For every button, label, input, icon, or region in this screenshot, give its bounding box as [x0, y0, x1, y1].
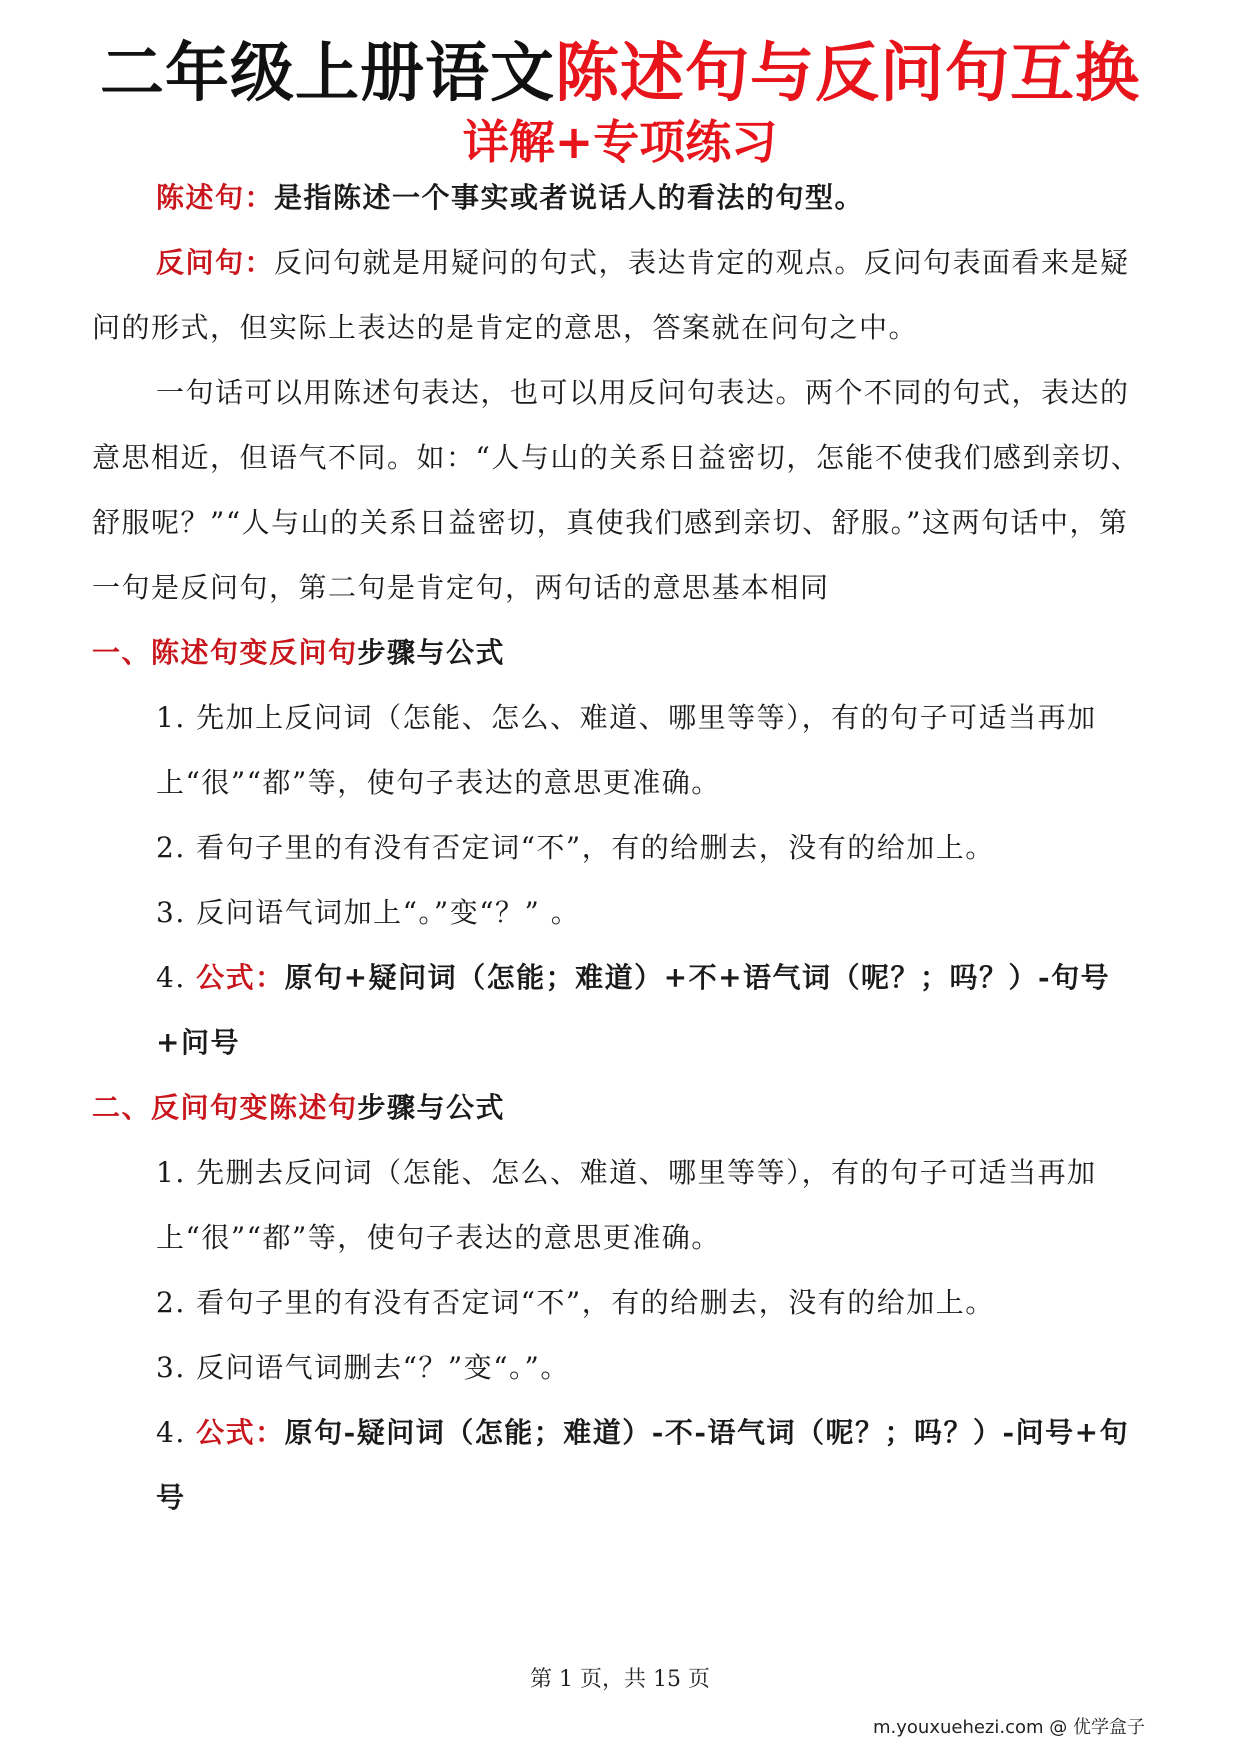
formula-text: 原句+疑问词（怎能；难道）+不+语气词（呢？；吗？）-句号+问号: [156, 961, 1111, 1059]
intro-paragraph: 一句话可以用陈述句表达，也可以用反问句表达。两个不同的句式，表达的意思相近，但语气不同。如：“人与山的关系日益密切，怎能不使我们感到亲切、舒服呢？”“人与山的关系日益密切，真使我们感到亲切、舒服。”这两句话中，第一句是反问句，第二句是肯定句，两句话的意思基本相同: [92, 376, 1141, 604]
definition-rhetorical: [92, 230, 1152, 360]
page-subtitle: 详解+专项练习: [462, 115, 778, 169]
page-title: [0, 34, 1240, 114]
step-item: 2. 看句子里的有没有否定词“不”，有的给删去，没有的给加上。: [156, 1286, 995, 1319]
definition-text: 是指陈述一个事实或者说话人的看法的句型。: [274, 181, 865, 214]
formula-label: 公式：: [196, 1416, 285, 1449]
step-item: 3. 反问语气词加上“。”变“？” 。: [156, 896, 581, 929]
site-watermark: m.youxuehezi.com @ 优学盒子: [872, 1717, 1145, 1738]
page-number-footer: 第 1 页，共 15 页: [530, 1667, 710, 1692]
formula-number: 4.: [156, 1416, 186, 1449]
step-item: 1. 先加上反问词（怎能、怎么、难道、哪里等等），有的句子可适当再加上“很”“都”等，使句子表达的意思更准确。: [156, 701, 1097, 799]
section-heading-1: [92, 620, 1152, 685]
section-heading-red: 二、反问句变陈述句: [92, 1091, 358, 1124]
step-item: 1. 先删去反问词（怎能、怎么、难道、哪里等等），有的句子可适当再加上“很”“都”等，使句子表达的意思更准确。: [156, 1156, 1097, 1254]
formula-text: 原句-疑问词（怎能；难道）-不-语气词（呢？；吗？）-问号+句号: [156, 1416, 1130, 1514]
section-heading-black: 步骤与公式: [357, 636, 506, 669]
definition-text: 反问句就是用疑问的句式，表达肯定的观点。反问句表面看来是疑问的形式，但实际上表达的是肯定的意思，答案就在问句之中。: [92, 246, 1130, 344]
section-heading-black: 步骤与公式: [357, 1091, 506, 1124]
title-black-part: 二年级上册语文: [100, 37, 555, 111]
formula-label: 公式：: [196, 961, 285, 994]
document-body: [92, 165, 1152, 1530]
formula-item: [92, 945, 1152, 1075]
section-heading-red: 一、陈述句变反问句: [92, 636, 358, 669]
definition-term: 陈述句：: [156, 181, 275, 214]
step-item: 2. 看句子里的有没有否定词“不”，有的给删去，没有的给加上。: [156, 831, 995, 864]
definition-term: 反问句：: [156, 246, 275, 279]
formula-item: [92, 1400, 1152, 1530]
step-item: 3. 反问语气词删去“？”变“。”。: [156, 1351, 570, 1384]
formula-number: 4.: [156, 961, 186, 994]
definition-statement: [92, 165, 1152, 230]
title-red-part: 陈述句与反问句互换: [555, 37, 1140, 111]
section-heading-2: [92, 1075, 1152, 1140]
